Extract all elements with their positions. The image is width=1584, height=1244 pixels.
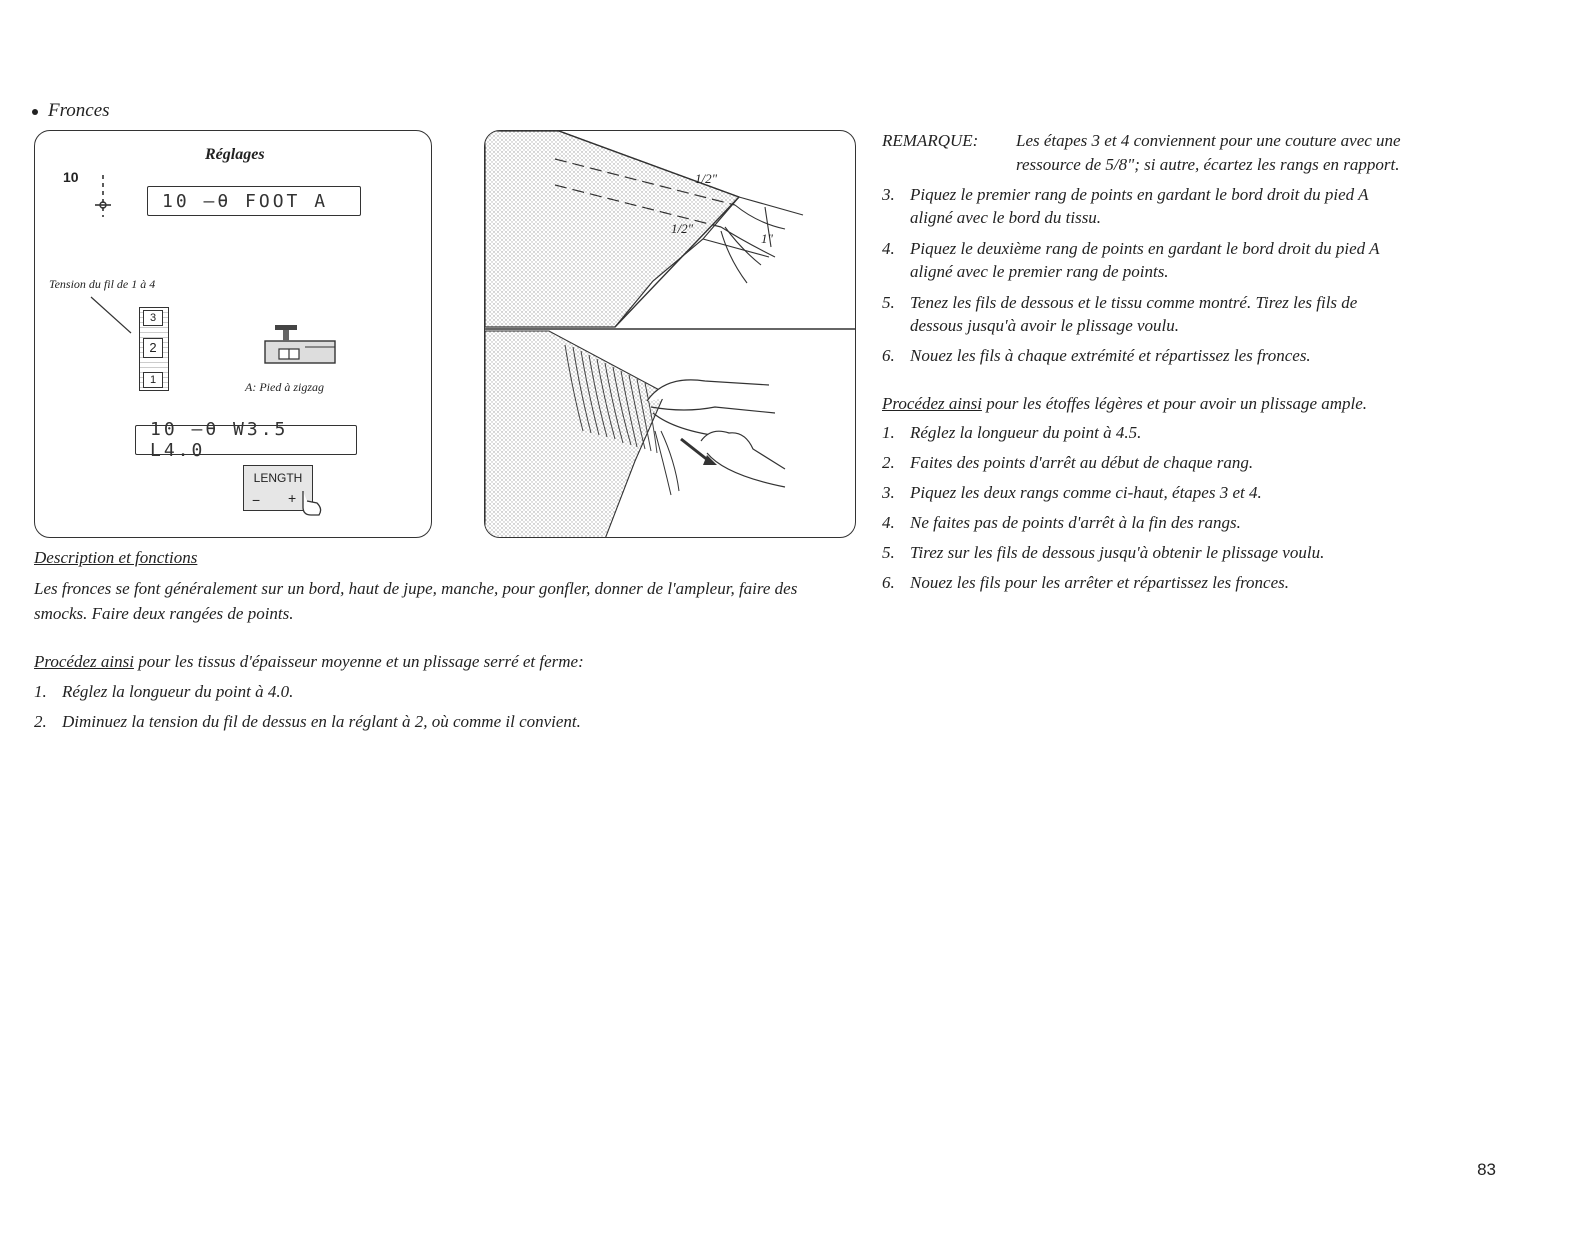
step-number: 6. xyxy=(882,573,895,592)
step-text-cont: dessous jusqu'à avoir le plissage voulu. xyxy=(910,316,1180,335)
step-text: Ne faites pas de points d'arrêt à la fin des rangs. xyxy=(910,513,1241,532)
pointer-line xyxy=(85,295,135,335)
list-item xyxy=(882,344,1522,368)
step-text: Piquez les deux rangs comme ci-haut, étapes 3 et 4. xyxy=(910,483,1262,502)
lcd-display-bottom: 10 ―θ W3.5 L4.0 xyxy=(135,425,357,455)
remark-label: REMARQUE: xyxy=(882,131,979,150)
remark-line-1: Les étapes 3 et 4 conviennent pour une couture avec une xyxy=(1016,131,1401,150)
settings-panel xyxy=(34,130,432,538)
step-text: Piquez le premier rang de points en gardant le bord droit du pied A xyxy=(910,185,1369,204)
step-number: 3. xyxy=(882,185,895,204)
step-text: Réglez la longueur du point à 4.5. xyxy=(910,423,1142,442)
zigzag-foot-icon xyxy=(255,325,339,373)
description-title: Description et fonctions xyxy=(34,548,198,567)
section-heading-text: Fronces xyxy=(48,100,110,121)
gathering-illustration xyxy=(485,131,856,538)
procedure-light-rest: pour les étoffes légères et pour avoir un plissage ample. xyxy=(981,394,1368,413)
procedure-medium-rest: pour les tissus d'épaisseur moyenne et un plissage serré et ferme: xyxy=(133,652,584,671)
step-text: Tirez sur les fils de dessous jusqu'à obtenir le plissage voulu. xyxy=(910,543,1325,562)
settings-title: Réglages xyxy=(205,146,265,163)
tension-value-2: 2 xyxy=(143,338,163,358)
step-number: 4. xyxy=(882,239,895,258)
step-number: 5. xyxy=(882,543,895,562)
bullet-icon xyxy=(32,109,38,115)
illustration-panel xyxy=(484,130,856,538)
procedure-medium-lead: Procédez ainsi xyxy=(34,652,134,671)
step-text: Faites des points d'arrêt au début de chaque rang. xyxy=(910,453,1254,472)
tension-label: Tension du fil de 1 à 4 xyxy=(49,277,156,291)
remark-line-2: ressource de 5/8"; si autre, écartez les rangs en rapport. xyxy=(1016,155,1400,174)
step-number: 1. xyxy=(882,423,895,442)
step-number: 3. xyxy=(882,483,895,502)
step-number: 2. xyxy=(34,712,47,731)
plus-icon: + xyxy=(288,490,297,506)
minus-icon: − xyxy=(252,492,261,508)
step-number: 4. xyxy=(882,513,895,532)
step-text-cont: aligné avec le premier rang de points. xyxy=(910,262,1169,281)
procedure-medium xyxy=(34,649,814,674)
foot-label: A: Pied à zigzag xyxy=(245,380,324,394)
step-text: Nouez les fils à chaque extrémité et répartissez les fronces. xyxy=(910,346,1311,365)
section-heading xyxy=(32,100,110,122)
page-number: 83 xyxy=(1477,1160,1496,1179)
step-text: Diminuez la tension du fil de dessus en la réglant à 2, où comme il convient. xyxy=(62,712,581,731)
step-text: Tenez les fils de dessous et le tissu comme montré. Tirez les fils de xyxy=(910,293,1358,312)
straight-stitch-icon xyxy=(91,171,115,221)
tension-value-1: 1 xyxy=(143,372,163,388)
label-one-inch: 1" xyxy=(761,231,773,246)
tension-dial xyxy=(139,307,169,391)
procedure-light-lead: Procédez ainsi xyxy=(882,394,982,413)
step-text: Nouez les fils pour les arrêter et répartissez les fronces. xyxy=(910,573,1290,592)
list-item xyxy=(882,183,1522,231)
list-item xyxy=(882,237,1522,285)
tension-value-3: 3 xyxy=(143,310,163,326)
step-number: 1. xyxy=(34,682,47,701)
finger-press-icon xyxy=(297,489,325,519)
step-number: 2. xyxy=(882,453,895,472)
label-half-inch-a: 1/2" xyxy=(695,171,718,186)
description-text: Les fronces se font généralement sur un bord, haut de jupe, manche, pour gonfler, donner de l'ampleur, faire des smocks. Faire deux rangées de points. xyxy=(34,579,798,623)
step-number: 5. xyxy=(882,293,895,312)
list-item xyxy=(882,291,1522,339)
step-text: Piquez le deuxième rang de points en gardant le bord droit du pied A xyxy=(910,239,1380,258)
step-text: Réglez la longueur du point à 4.0. xyxy=(62,682,294,701)
label-half-inch-b: 1/2" xyxy=(671,221,694,236)
lcd-display-top: 10 ―θ FOOT A xyxy=(147,186,361,216)
step-number: 6. xyxy=(882,346,895,365)
step-text-cont: aligné avec le bord du tissu. xyxy=(910,208,1102,227)
pattern-number: 10 xyxy=(63,169,79,185)
length-button-label: LENGTH xyxy=(253,471,303,485)
procedure-light xyxy=(882,391,1522,416)
